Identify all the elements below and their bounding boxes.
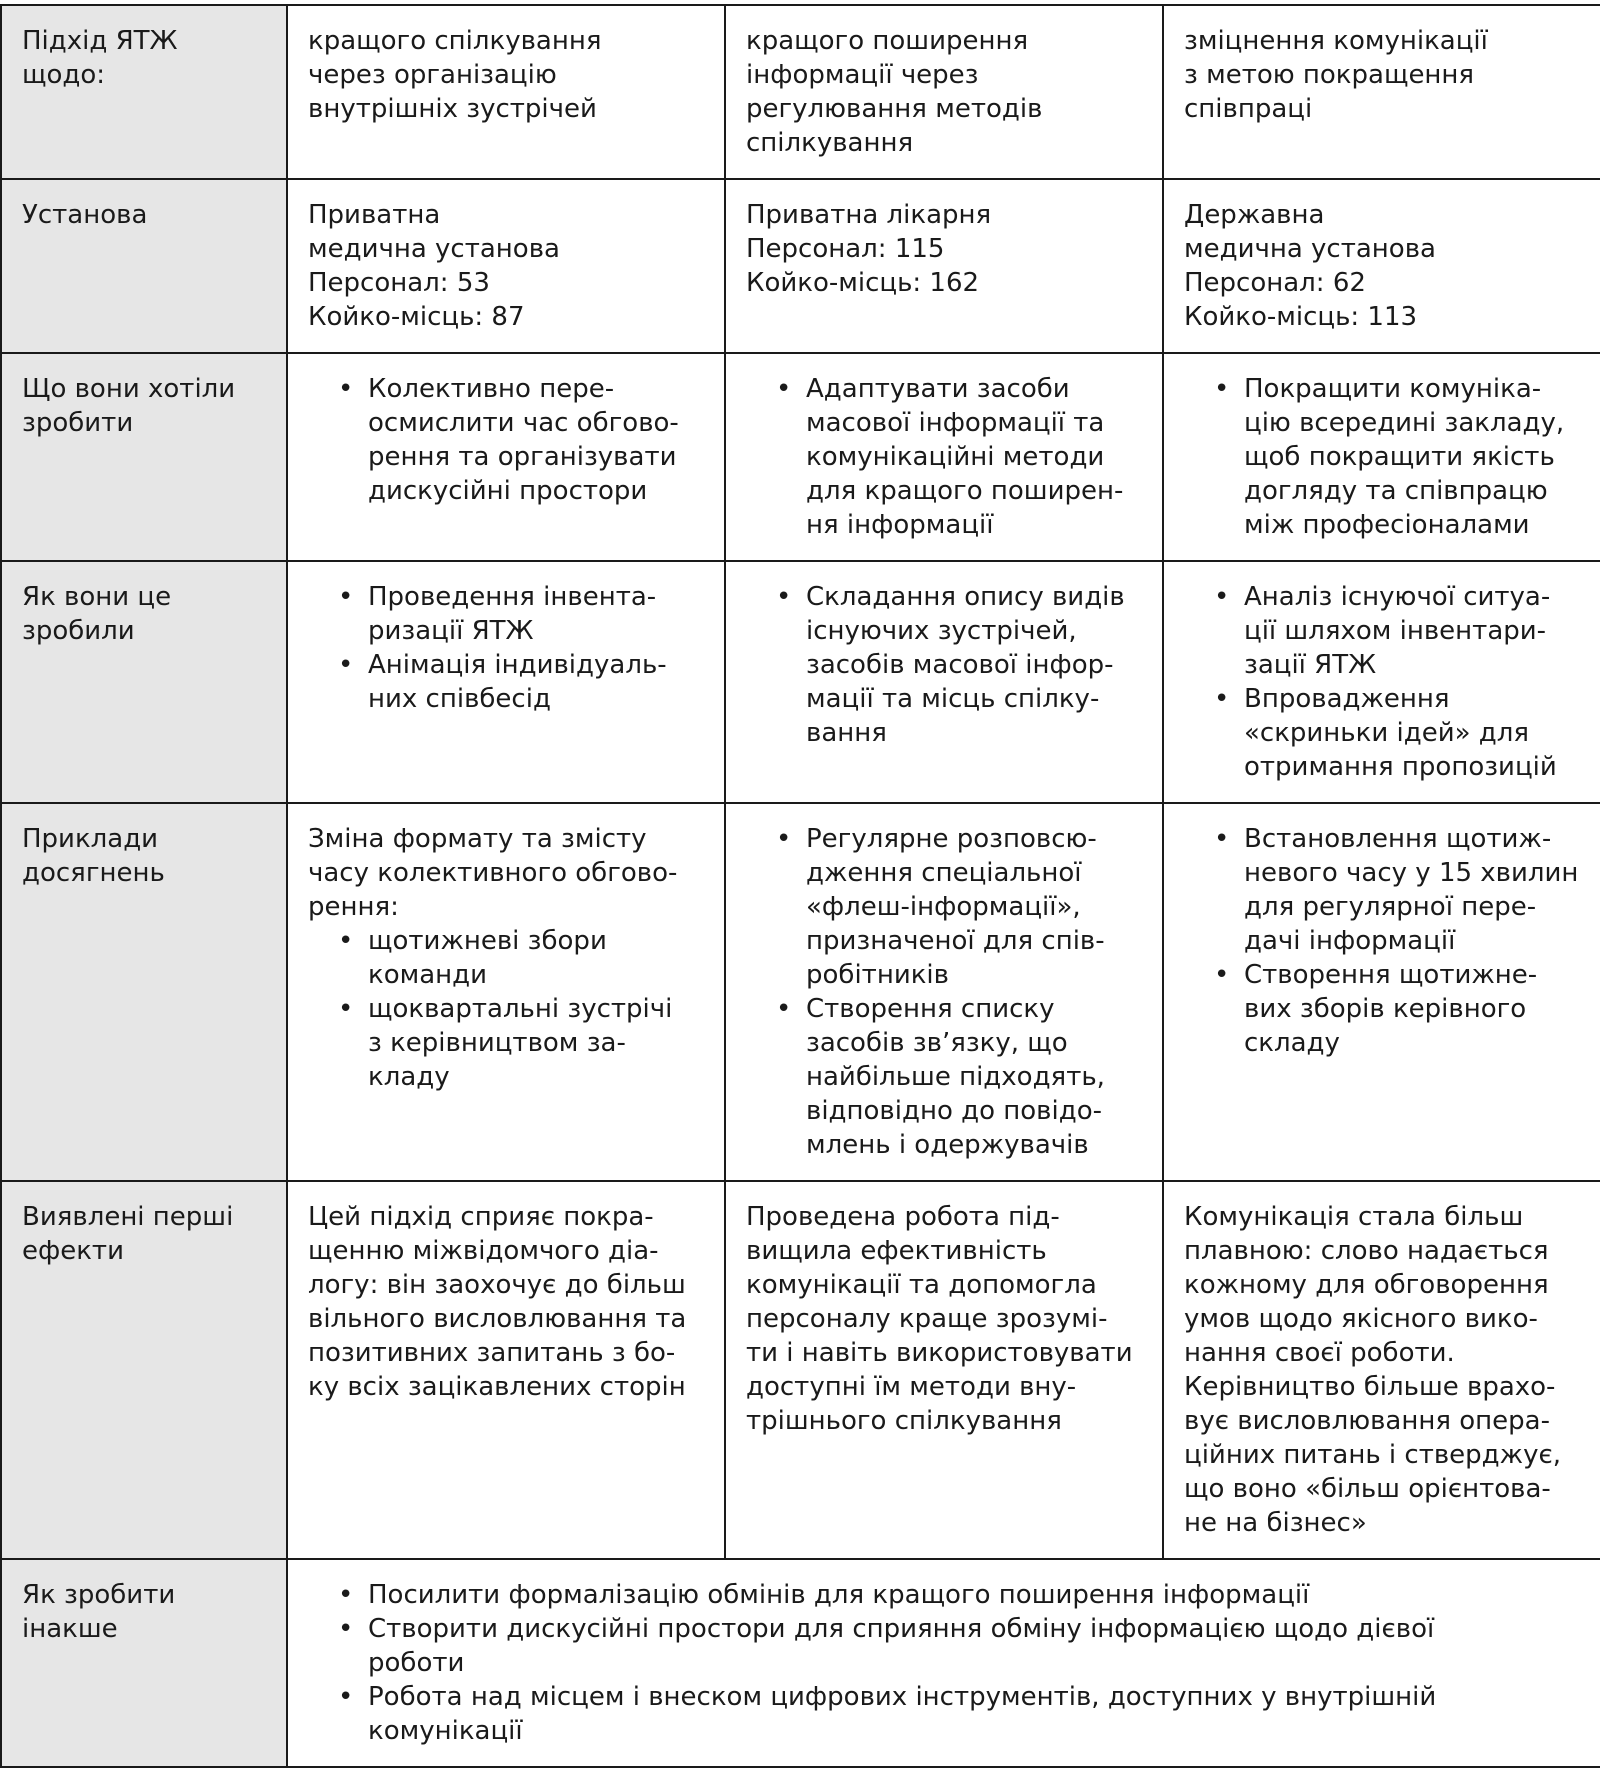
table-cell-col-3 (1163, 803, 1600, 1181)
table-cell-col-1 (287, 803, 725, 1181)
bullet-text-line: для регулярної пере- (1244, 892, 1537, 922)
bullet-text-line: отримання пропозицій (1244, 752, 1557, 782)
table-cell-col-2 (725, 5, 1163, 179)
table-cell-col-3 (1163, 5, 1600, 179)
row-header-line: зробити (22, 408, 134, 438)
bullet-item (308, 1578, 1580, 1612)
bullet-item (1184, 682, 1580, 784)
bullet-text-line: • Покращити комуніка- (1244, 374, 1542, 404)
cell-text-line: Проведена робота під- (746, 1202, 1060, 1232)
bullet-text-line: • Посилити формалізацію обмінів для кращого поширення інформації (368, 1580, 1310, 1610)
bullet-list (746, 822, 1142, 1162)
cell-text-line: інформації через (746, 60, 979, 90)
bullet-text-line: • Адаптувати засоби (806, 374, 1070, 404)
cell-text-line: кращого спілкування (308, 26, 602, 56)
row-header-methods (1, 561, 287, 803)
bullet-text-line: • Складання опису видів (806, 582, 1125, 612)
bullet-item (308, 372, 704, 508)
bullet-text-line: млень і одержувачів (806, 1130, 1089, 1160)
row-header-line: ефекти (22, 1236, 124, 1266)
bullet-list (746, 580, 1142, 750)
row-header-approach (1, 5, 287, 179)
row-header-line: Що вони хотіли (22, 374, 236, 404)
cell-text-line: трішнього спілкування (746, 1406, 1062, 1436)
row-header-line: Підхід ЯТЖ (22, 26, 178, 56)
table-row-institution (1, 179, 1600, 353)
bullet-text-line: дачі інформації (1244, 926, 1456, 956)
table-body (1, 5, 1600, 1767)
bullet-text-line: • щотижневі збори (368, 926, 607, 956)
bullet-text-line: найбільше підходять, (806, 1062, 1105, 1092)
bullet-text-line: мації та місць спілку- (806, 684, 1100, 714)
row-header-effects (1, 1181, 287, 1559)
bullet-text-line: догляду та співпрацю (1244, 476, 1548, 506)
bullet-text-line: невого часу у 15 хвилин (1244, 858, 1579, 888)
table-row-methods (1, 561, 1600, 803)
cell-text-line: Персонал: 62 (1184, 268, 1366, 298)
cell-text-line: кожному для обговорення (1184, 1270, 1549, 1300)
bullet-text-line: для кращого поширен- (806, 476, 1124, 506)
table-cell-col-2 (725, 561, 1163, 803)
row-header-line: Установа (22, 200, 148, 230)
bullet-text-line: засобів зв’язку, що (806, 1028, 1068, 1058)
bullet-item (308, 924, 704, 992)
bullet-list (1184, 822, 1580, 1060)
bullet-item (746, 822, 1142, 992)
bullet-text-line: дження спеціальної (806, 858, 1082, 888)
row-header-line: Як зробити (22, 1580, 176, 1610)
bullet-item (308, 580, 704, 648)
bullet-text-line: вих зборів керівного (1244, 994, 1527, 1024)
cell-text-line: логу: він заохочує до більш (308, 1270, 686, 1300)
bullet-item (746, 580, 1142, 750)
cell-text-line: Цей підхід сприяє покра- (308, 1202, 654, 1232)
cell-text-line: Койко-місць: 113 (1184, 302, 1418, 332)
bullet-text-line: ції шляхом інвентари- (1244, 616, 1547, 646)
cell-text-line: регулювання методів (746, 94, 1043, 124)
bullet-text-line: між професіоналами (1244, 510, 1530, 540)
bullet-item (308, 648, 704, 716)
row-header-institution (1, 179, 287, 353)
cell-text-line: що воно «більш орієнтова- (1184, 1474, 1551, 1504)
table-cell-col-3 (1163, 1181, 1600, 1559)
bullet-text-line: масової інформації та (806, 408, 1105, 438)
bullet-text-line: • Регулярне розповсю- (806, 824, 1097, 854)
bullet-text-line: • Анімація індивідуаль- (368, 650, 667, 680)
bullet-text-line: зації ЯТЖ (1244, 650, 1377, 680)
row-header-line: досягнень (22, 858, 165, 888)
bullet-text-line: рення та організувати (368, 442, 677, 472)
bullet-item (746, 372, 1142, 542)
cell-text-line: Персонал: 115 (746, 234, 945, 264)
bullet-text-line: «скриньки ідей» для (1244, 718, 1529, 748)
bullet-text-line: існуючих зустрічей, (806, 616, 1077, 646)
bullet-text-line: ризації ЯТЖ (368, 616, 534, 646)
cell-text-line: доступні їм методи вну- (746, 1372, 1077, 1402)
cell-text-line: плавною: слово надається (1184, 1236, 1549, 1266)
row-header-line: зробили (22, 616, 135, 646)
table-row-goals (1, 353, 1600, 561)
cell-text-line: Комунікація стала більш (1184, 1202, 1524, 1232)
table-cell-col-1 (287, 353, 725, 561)
bullet-item (1184, 822, 1580, 958)
cell-text-line: Приватна (308, 200, 441, 230)
cell-text-line: медична установа (1184, 234, 1436, 264)
bullet-item (1184, 580, 1580, 682)
bullet-list (308, 372, 704, 508)
table-cell-col-1 (287, 561, 725, 803)
table-cell-col-3 (1163, 179, 1600, 353)
cell-text-line: умов щодо якісного вико- (1184, 1304, 1538, 1334)
bullet-text-line: цію всередині закладу, (1244, 408, 1565, 438)
bullet-text-line: робітників (806, 960, 949, 990)
bullet-text-line: засобів масової інфор- (806, 650, 1114, 680)
comparison-table (0, 4, 1600, 1768)
bullet-item (1184, 958, 1580, 1060)
cell-text-line: вільного висловлювання та (308, 1304, 687, 1334)
bullet-text-line: • Впровадження (1244, 684, 1450, 714)
bullet-text-line: з керівництвом за- (368, 1028, 626, 1058)
bullet-text-line: • щоквартальні зустрічі (368, 994, 673, 1024)
bullet-text-line: призначеної для спів- (806, 926, 1105, 956)
bullet-text-line: • Створення списку (806, 994, 1055, 1024)
cell-text-line: Державна (1184, 200, 1325, 230)
bullet-item (1184, 372, 1580, 542)
row-header-line: інакше (22, 1614, 118, 1644)
cell-text-line: позитивних запитань з бо- (308, 1338, 676, 1368)
bullet-item (308, 1680, 1580, 1748)
table-cell-col-1 (287, 179, 725, 353)
bullet-list (1184, 580, 1580, 784)
bullet-item (308, 992, 704, 1094)
table-cell-col-2 (725, 179, 1163, 353)
cell-text-line: внутрішніх зустрічей (308, 94, 597, 124)
bullet-list (308, 924, 704, 1094)
bullet-text-line: • Встановлення щотиж- (1244, 824, 1552, 854)
table-cell-col-1 (287, 1181, 725, 1559)
bullet-text-line: • Створити дискусійні простори для сприяння обміну інформацією щодо дієвої (368, 1614, 1435, 1644)
cell-text-line: вищила ефективність (746, 1236, 1047, 1266)
bullet-text-line: кладу (368, 1062, 450, 1092)
row-header-line: Виявлені перші (22, 1202, 234, 1232)
table-row-approach (1, 5, 1600, 179)
bullet-text-line: • Робота над місцем і внеском цифрових інструментів, доступних у внутрішній (368, 1682, 1437, 1712)
bullet-text-line: • Створення щотижне- (1244, 960, 1538, 990)
bullet-text-line: них співбесід (368, 684, 551, 714)
bullet-list (1184, 372, 1580, 542)
table-cell-col-2 (725, 1181, 1163, 1559)
bullet-text-line: ня інформації (806, 510, 994, 540)
row-header-line: Приклади (22, 824, 159, 854)
bullet-text-line: • Аналіз існуючої ситуа- (1244, 582, 1551, 612)
cell-text-line: вує висловлювання опера- (1184, 1406, 1550, 1436)
cell-text-line: часу колективного обгово- (308, 858, 678, 888)
table-cell-col-2 (725, 353, 1163, 561)
cell-text-line: кращого поширення (746, 26, 1029, 56)
table-cell-col-2 (725, 803, 1163, 1181)
cell-text-line: персоналу краще зрозумі- (746, 1304, 1108, 1334)
cell-text-line: спілкування (746, 128, 914, 158)
bullet-text-line: відповідно до повідо- (806, 1096, 1102, 1126)
bullet-text-line: комунікаційні методи (806, 442, 1105, 472)
cell-text-line: Койко-місць: 87 (308, 302, 525, 332)
row-header-improvements (1, 1559, 287, 1767)
bullet-text-line: команди (368, 960, 488, 990)
cell-text-line: рення: (308, 892, 399, 922)
bullet-item (746, 992, 1142, 1162)
bullet-text-line: • Проведення інвента- (368, 582, 657, 612)
cell-text-line: ку всіх зацікавлених сторін (308, 1372, 686, 1402)
row-header-achievements (1, 803, 287, 1181)
cell-text-line: з метою покращення (1184, 60, 1475, 90)
cell-text-line: не на бізнес» (1184, 1508, 1367, 1538)
cell-text-line: через організацію (308, 60, 557, 90)
cell-text-line: медична установа (308, 234, 560, 264)
table-cell-col-3 (1163, 353, 1600, 561)
cell-text-line: співпраці (1184, 94, 1313, 124)
cell-text-line: Приватна лікарня (746, 200, 992, 230)
cell-text-line: щенню міжвідомчого діа- (308, 1236, 659, 1266)
table-row-effects (1, 1181, 1600, 1559)
bullet-text-line: роботи (368, 1648, 465, 1678)
bullet-text-line: «флеш-інформації», (806, 892, 1081, 922)
cell-text-line: комунікації та допомогла (746, 1270, 1097, 1300)
cell-text-line: Персонал: 53 (308, 268, 490, 298)
row-header-goals (1, 353, 287, 561)
bullet-text-line: осмислити час обгово- (368, 408, 679, 438)
cell-text-line: Керівництво більше врахо- (1184, 1372, 1556, 1402)
cell-text-line: зміцнення комунікації (1184, 26, 1488, 56)
cell-text-line: Зміна формату та змісту (308, 824, 647, 854)
bullet-text-line: комунікації (368, 1716, 523, 1746)
bullet-item (308, 1612, 1580, 1680)
bullet-list (308, 580, 704, 716)
cell-text-line: нання своєї роботи. (1184, 1338, 1455, 1368)
bullet-text-line: вання (806, 718, 887, 748)
table-cell-col-1 (287, 5, 725, 179)
row-header-line: щодо: (22, 60, 106, 90)
bullet-text-line: щоб покращити якість (1244, 442, 1555, 472)
table-row-improvements (1, 1559, 1600, 1767)
bullet-list (308, 1578, 1580, 1748)
bullet-text-line: • Колективно пере- (368, 374, 615, 404)
cell-text-line: ційних питань і стверджує, (1184, 1440, 1561, 1470)
row-header-line: Як вони це (22, 582, 172, 612)
cell-text-line: Койко-місць: 162 (746, 268, 980, 298)
table-cell-col-3 (1163, 561, 1600, 803)
cell-text-line: ти і навіть використовувати (746, 1338, 1133, 1368)
bullet-text-line: дискусійні простори (368, 476, 648, 506)
bullet-list (746, 372, 1142, 542)
table-row-achievements (1, 803, 1600, 1181)
spanning-cell (287, 1559, 1600, 1767)
bullet-text-line: складу (1244, 1028, 1340, 1058)
